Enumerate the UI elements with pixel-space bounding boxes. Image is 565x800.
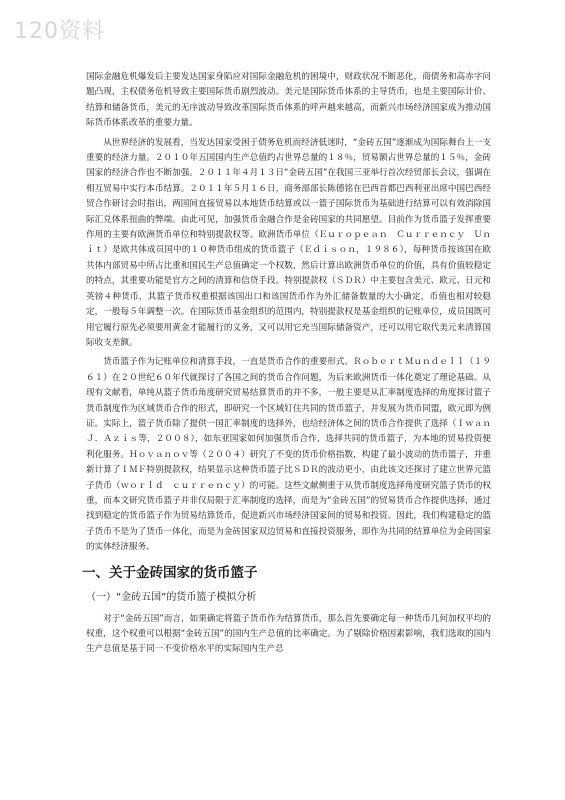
document-body: [82, 70, 500, 662]
section-heading: 一、关于金砖国家的货币篮子: [82, 564, 258, 581]
paragraph-currency-basket: 货币篮子作为记账单位和清算手段，一直是货币合作的重要形式。ＲｏｂｅｒｔＭｕｎｄｅｌｌ（１９６１）在２０世纪６０年代就探讨了各国之间的货币合作问题，为后来欧洲货币一体化奠定了理论基础。从现有文献看，单纯从篮子货币角度研究贸易结算货币的并不多，一般主要是从汇率制度选择的角度探讨篮子货币制度作为区域货币合作的形式，即研究一个区域钉住共同的货币篮子，并发展为货币同盟，欧元即为例证。实际上，篮子货币除了提供一国汇率制度的选择外，也给经济体之间的货币合作提供了选择（Ｉｗａｎ Ｊ．Ａｚｉｓ等，２００８），如东亚国家如何加强货币合作，选择共同的货币篮子，为本地的贸易投资便利化服务。Ｈｏｖａｎｏｖ等（２００４）研究了不变的货币价格指数，构建了最小波动的货币篮子，并重新计算了ＩＭＦ特别提款权，结果显示这种货币篮子比ＳＤＲ的波动更小，由此该文还探讨了建立世界元篮子货币（ｗｏｒｌｄ ｃｕｒｒｅｎｃｙ）的可能。这些文献侧重于从货币制度选择角度研究篮子货币的权重，而本文研究货币篮子并非仅局限于汇率制度的选择，而是为“金砖五国”的贸易货币合作提供选择，通过找到稳定的货币篮子作为贸易结算货币，促进新兴市场经济国家间的贸易和投资。因此，我们构建稳定的篮子货币不是为了货币一体化，而是为金砖国家双边贸易和直接投资服务，即作为共同的结算单位为金砖国家的实体经济服务。: [86, 357, 500, 553]
paragraph-weights: 对于“金砖五国”而言，如果确定将篮子货币作为结算货币，那么首先要确定每一种货币几何加权平均的权重，这个权重可以根据“金砖五国”的国内生产总值的比率确定。为了剔除价格因素影响，我们选取的国内生产总值是基于同一不变价格水平的实际国内生产总: [86, 613, 491, 655]
subsection-heading: （一）“金砖五国”的货币篮子模拟分析: [86, 591, 257, 603]
watermark: 120资料: [14, 19, 105, 44]
paragraph-world-economy: 从世界经济的发展看，当发达国家受困于债务危机而经济低迷时，“金砖五国”逐渐成为国际舞台上一支重要的经济力量。２０１０年五国国内生产总值约占世界总量的１８％，贸易额占世界总量的１５％，金砖国家的经济合作也不断加强。２０１１年４月１３日“金砖五国”在我国三亚举行首次经贸部长会议，强调在相互贸易中实行本币结算。２０１１年５月１６日，商务部部长陈德铭在巴西首都巴西利亚出席中国巴西经贸合作研讨会时指出，两国间直接贸易以本地货币结算或以一篮子国际货币为基础进行结算可以有效消除国际汇兑体系扭曲的弊端。由此可见，加强货币金融合作是金砖国家的共同愿望。目前作为货币篮子发挥重要作用的主要有欧洲货币单位和特别提款权等。欧洲货币单位（Ｅｕｒｏｐｅａｎ Ｃｕｒｒｅｎｃｙ Ｕｎｉｔ）是欧共体成员国中的１０种货币组成的货币篮子（Ｅｄｉｓｏｎ，１９８６），每种货币按该国在欧共体内部贸易中所占比重和国民生产总值确定一个权数，然后计算出欧洲货币单位的价值，具有价值较稳定的特点，其重要功能是官方之间的清算和信贷手段。特别提款权（ＳＤＲ）中主要包含美元、欧元、日元和英镑４种货币，其篮子货币权重根据该国出口和该国货币作为外汇储备数量的大小确定，币值也相对较稳定，一般每５年调整一次。在国际货币基金组织的范围内，特别提款权是基金组织的记账单位，成员国既可用它履行原先必须要用黄金才能履行的义务，又可以用它充当国际储备资产，还可以用它取代美元来清算国际收支差额。: [86, 137, 492, 348]
paragraph-intro: 国际金融危机爆发后主要发达国家身陷应对国际金融危机的困境中，财政状况不断恶化，商债务和高赤字问题凸现，主权债务危机导致主要国际货币剧烈波动。美元是国际货币体系的主导货币，也是主要国际计价、结算和储备货币，美元的无序波动导致改革国际货币体系的呼声越来越高，而新兴市场经济国家成为推动国际货币体系改革的重要力量。: [86, 72, 491, 129]
